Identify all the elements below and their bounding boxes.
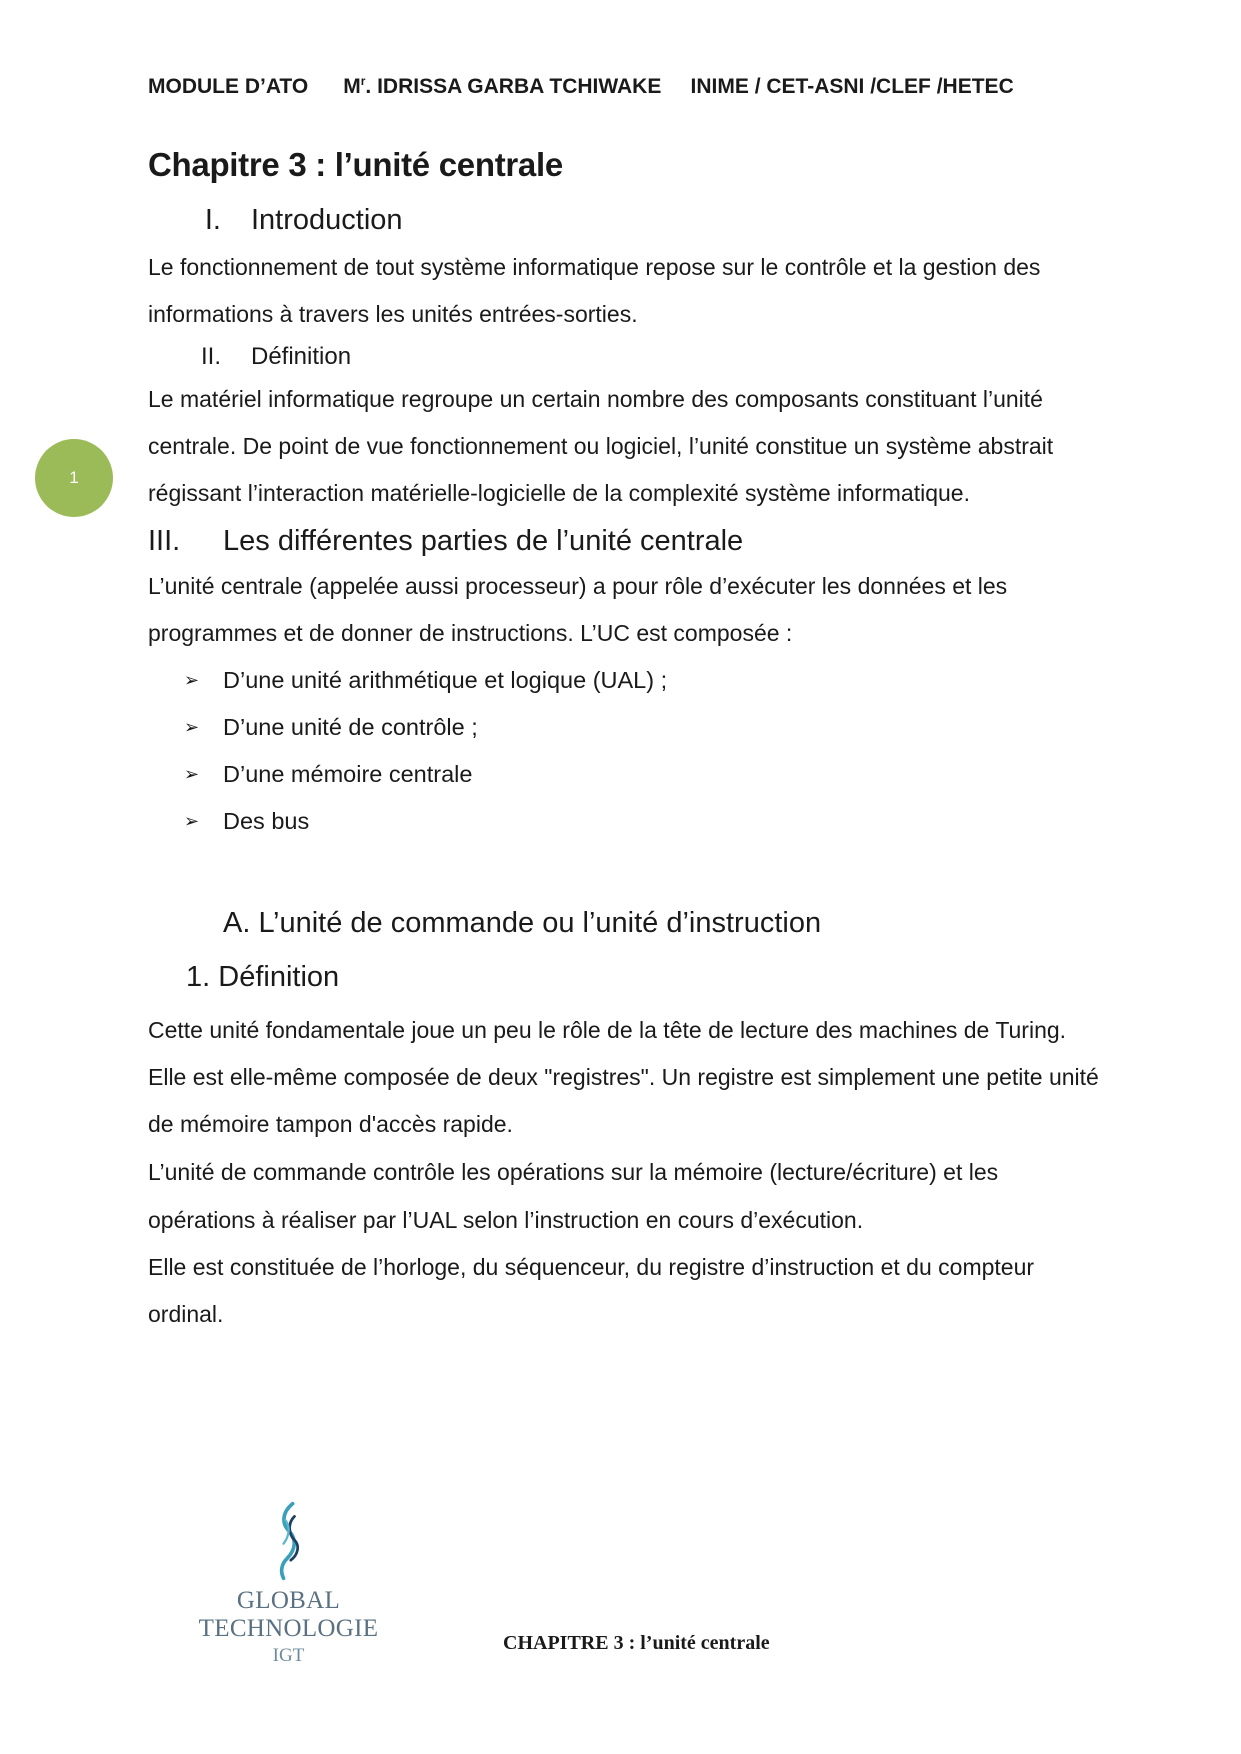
list-item: ➢ D’une unité arithmétique et logique (UAL) ; [184, 657, 1108, 704]
page-header [148, 74, 1014, 99]
commande-paragraph-1: Cette unité fondamentale joue un peu le rôle de la tête de lecture des machines de Turing. Elle est elle-même composée de deux "registres". Un registre est simplement une petite unité de mémoire tampon d'accès rapide. [148, 1017, 1099, 1137]
list-item: ➢ Des bus [184, 798, 1108, 845]
header-module: MODULE D’ATO [148, 75, 309, 98]
introduction-paragraph: Le fonctionnement de tout système informatique repose sur le contrôle et la gestion des informations à travers les unités entrées-sorties. [148, 254, 1041, 327]
arrow-bullet-icon: ➢ [184, 764, 200, 784]
header-institutions: INIME / CET-ASNI /CLEF /HETEC [690, 75, 1014, 98]
list-item: ➢ D’une unité de contrôle ; [184, 704, 1108, 751]
commande-paragraph-2: L’unité de commande contrôle les opérations sur la mémoire (lecture/écriture) et les opérations à réaliser par l’UAL selon l’instruction en cours d’exécution. [148, 1159, 999, 1233]
definition-paragraph: Le matériel informatique regroupe un certain nombre des composants constituant l’unité centrale. De point de vue fonctionnement ou logiciel, l’unité constitue un système abstrait régissant l’interaction matérielle-logicielle de la complexité système informatique. [148, 386, 1054, 506]
chapter-title: Chapitre 3 : l’unité centrale [148, 146, 563, 183]
logo-swirl-icon [259, 1500, 319, 1582]
components-list [148, 657, 1108, 845]
section-heading-parts: III. Les différentes parties de l’unité centrale [148, 525, 744, 557]
logo-name: GLOBAL TECHNOLOGIE [198, 1587, 379, 1642]
document-body [148, 146, 1108, 1338]
page-number-badge: 1 [35, 439, 113, 517]
header-author: $M^r$. IDRISSA GARBA TCHIWAKE [343, 74, 662, 98]
section-heading-introduction: I. Introduction [204, 204, 403, 236]
page-footer: CHAPITRE 3 : l’unité centrale [503, 1632, 770, 1654]
parts-paragraph: L’unité centrale (appelée aussi processeur) a pour rôle d’exécuter les données et les programmes et de donner de instructions. L’UC est composée : [148, 573, 1008, 646]
list-item: ➢ D’une mémoire centrale [184, 751, 1108, 798]
section-heading-definition: II. Définition [200, 343, 352, 370]
arrow-bullet-icon: ➢ [184, 670, 200, 690]
arrow-bullet-icon: ➢ [184, 717, 200, 737]
logo-abbreviation: IGT [272, 1645, 305, 1666]
commande-paragraph-3: Elle est constituée de l’horloge, du séquenceur, du registre d’instruction et du compteur ordinal. [148, 1254, 1035, 1327]
company-logo [146, 1500, 431, 1667]
subsubsection-heading-definition: 1. Définition [186, 961, 340, 993]
arrow-bullet-icon: ➢ [184, 811, 200, 831]
subsection-heading-commande: A. L’unité de commande ou l’unité d’instruction [223, 907, 822, 939]
